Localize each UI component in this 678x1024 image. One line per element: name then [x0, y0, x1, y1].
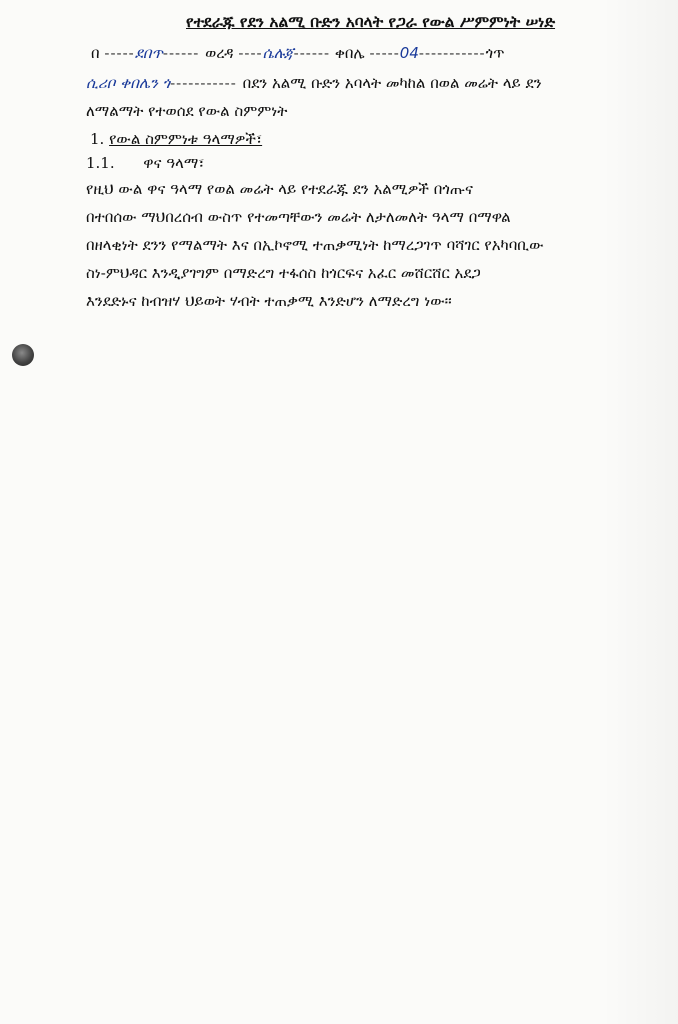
paragraph-line: በተበሰው ማህበረሰብ ውስጥ የተመጣቸውን መሬት ለታለመለት ዓላማ በማዋል — [86, 208, 511, 226]
kebele-value: 04 — [399, 44, 419, 62]
prefix-be: በ — [91, 44, 100, 62]
got-value: ሲሪቦ ቀበሌን ጎ — [86, 74, 171, 92]
section-1-heading: 1. የውል ስምምነቱ ዓላማዎች፣ — [90, 130, 263, 148]
paragraph-line: በዘላቂነት ደንን የማልማት እና በኢኮኖሚ ተጠቃሚነት ከማረጋገጥ ባሻገር የአካባቢው — [86, 236, 544, 254]
paragraph-line: ስነ-ምህዳር እንዲያገግም በማድረግ ተፋሰስ ከጎርፍና አፈር መሸርሸር አደጋ — [86, 264, 481, 282]
sheet-edge — [602, 0, 678, 1024]
intro-line-2: ለማልማት የተወሰደ የውል ስምምነት — [86, 102, 288, 120]
woreda-label: ወረዳ — [205, 44, 234, 62]
punch-hole — [12, 344, 34, 366]
header-field-line: በ -----ደበጥ------ ወረዳ ----ሴሉጃ------ ቀበሌ -----04-----------ጎጥ — [91, 44, 505, 62]
kebele-label: ቀበሌ — [334, 44, 365, 62]
section-1-1-heading: 1.1. ዋና ዓላማ፣ — [86, 154, 205, 172]
document-title: የተደራጁ የደን አልሚ ቡድን አባላት የጋራ የውል ሥምምነት ሠነድ — [186, 12, 556, 31]
intro-rest: በደን አልሚ ቡድን አባላት መካከል በወል መሬት ላይ ደን — [242, 74, 542, 92]
zone-value: ደበጥ — [134, 44, 163, 62]
got-label: ጎጥ — [485, 44, 505, 62]
paragraph-line: እንደድኑና ከብዝሃ ህይወት ሃብት ተጠቃሚ እንድሆን ለማድረግ ነው፡፡ — [86, 292, 452, 310]
paragraph-line: የዚህ ውል ዋና ዓላማ የወል መሬት ላይ የተደራጁ ደን አልሚዎች በጎጡና — [86, 180, 473, 198]
intro-line-1: ሲሪቦ ቀበሌን ጎ----------- በደን አልሚ ቡድን አባላት መካከል በወል መሬት ላይ ደን — [86, 74, 542, 92]
woreda-value: ሴሉጃ — [262, 44, 294, 62]
